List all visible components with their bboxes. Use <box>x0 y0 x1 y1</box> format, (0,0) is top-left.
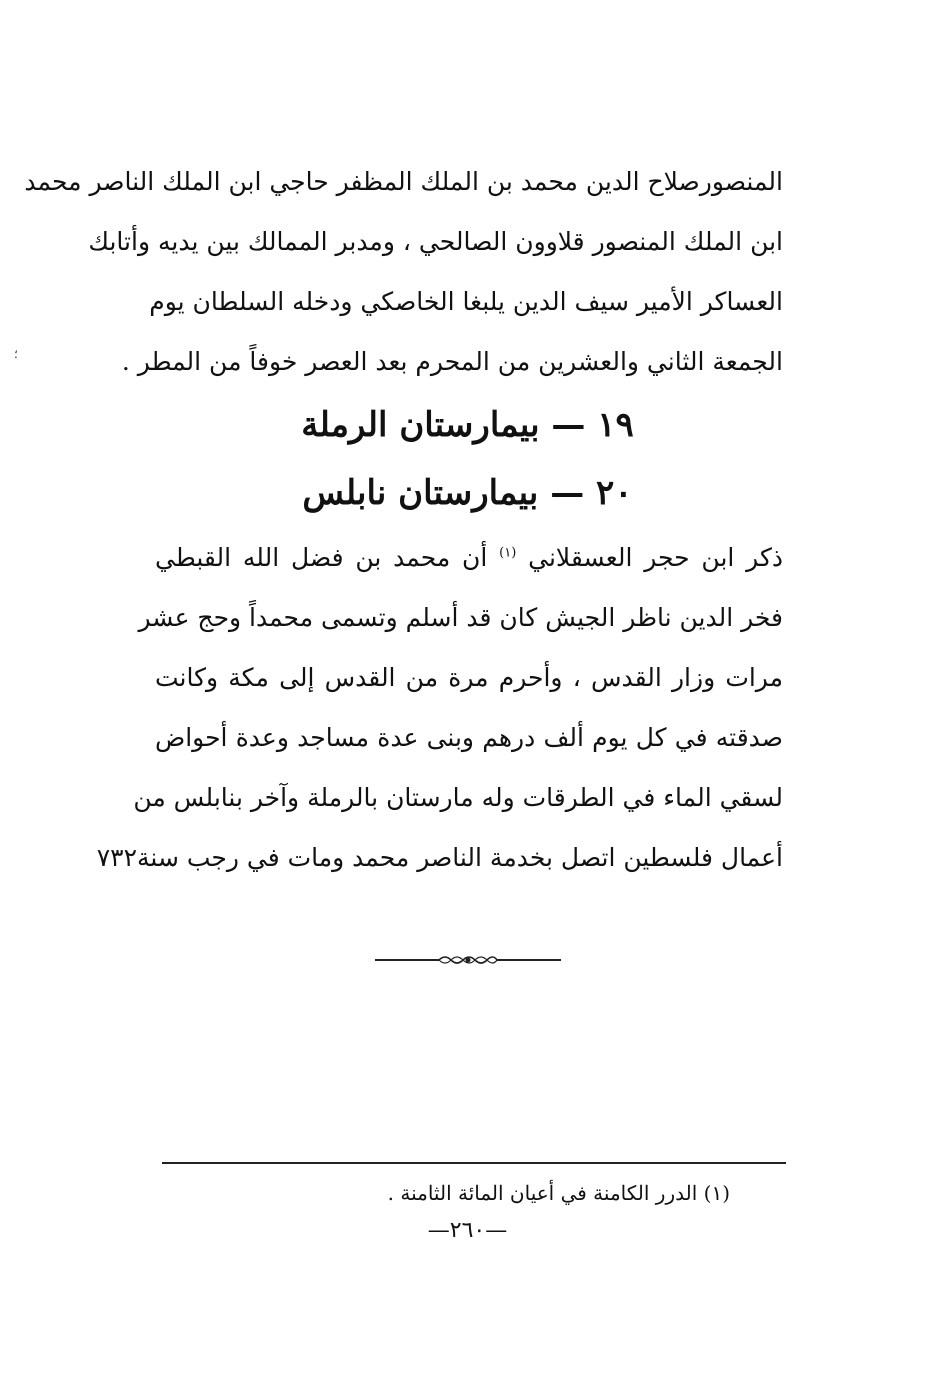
paragraph-line: فخر الدين ناظر الجيش كان قد أسلم وتسمى محمداً وحج عشر <box>138 603 783 632</box>
margin-mark: ؛ <box>14 347 18 361</box>
paragraph-line: مرات وزار القدس ، وأحرم مرة من القدس إلى مكة وكانت <box>155 663 783 692</box>
section-heading-19: ١٩ — بيمارستان الرملة <box>301 405 634 445</box>
paragraph-line: الجمعة الثاني والعشرين من المحرم بعد العصر خوفاً من المطر . <box>121 347 783 376</box>
paragraph-line: المنصورصلاح الدين محمد بن الملك المظفر حاجي ابن الملك الناصر محمد <box>24 167 783 196</box>
paragraph-line: ابن الملك المنصور قلاوون الصالحي ، ومدبر الممالك بين يديه وأتابك <box>88 227 783 256</box>
paragraph-text: أن محمد بن فضل الله القبطي <box>155 543 488 572</box>
page-number: —٢٦٠— <box>427 1218 508 1243</box>
paragraph-text: ذكر ابن حجر العسقلاني <box>528 543 783 572</box>
footnote-divider <box>162 1162 786 1164</box>
paragraph-main <box>96 528 783 888</box>
paragraph-line: العساكر الأمير سيف الدين يلبغا الخاصكي ودخله السلطان يوم <box>149 287 783 316</box>
footnote-number: (١) <box>703 1181 730 1205</box>
paragraph-line: أعمال فلسطين اتصل بخدمة الناصر محمد ومات في رجب سنة٧٣٢ <box>96 843 783 872</box>
paragraph-top <box>24 152 783 392</box>
footnote <box>388 1176 730 1210</box>
ornament-divider-icon <box>375 950 561 970</box>
paragraph-line: صدقته في كل يوم ألف درهم وبنى عدة مساجد وعدة أحواض <box>155 723 783 752</box>
section-heading-20: ٢٠ — بيمارستان نابلس <box>302 473 633 513</box>
paragraph-line: لسقي الماء في الطرقات وله مارستان بالرملة وآخر بنابلس من <box>133 783 783 812</box>
footnote-text: الدرر الكامنة في أعيان المائة الثامنة . <box>387 1181 698 1205</box>
footnote-reference[interactable]: (١) <box>499 545 517 561</box>
paragraph-line-with-footnote <box>155 528 783 588</box>
